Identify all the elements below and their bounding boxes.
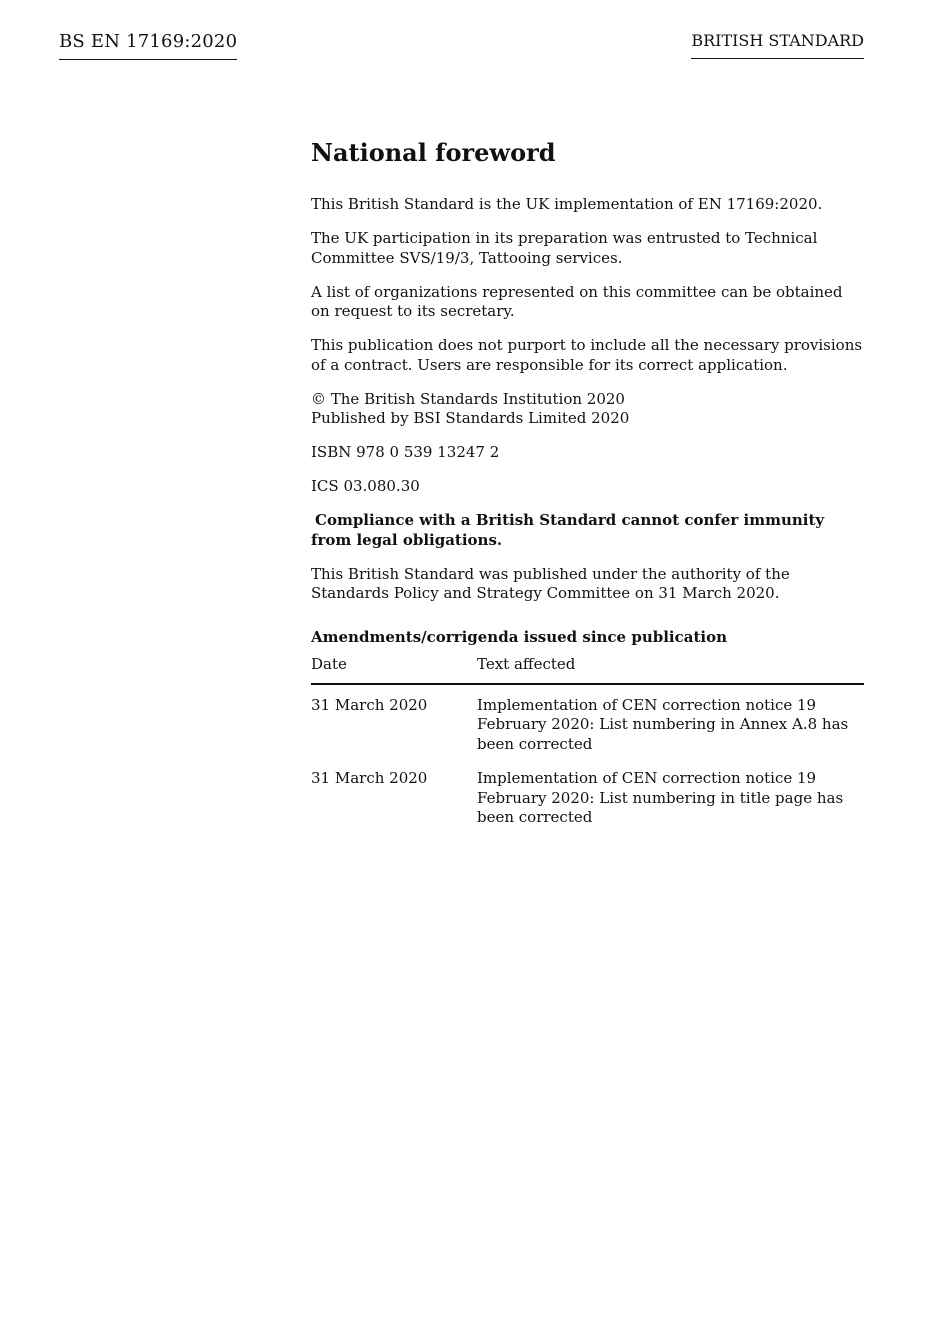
amendments-table — [311, 655, 864, 832]
publisher-line: Published by BSI Standards Limited 2020 — [311, 409, 630, 427]
isbn-line: ISBN 978 0 539 13247 2 — [311, 443, 500, 461]
column-header-text-affected: Text affected — [477, 655, 864, 684]
implementation-paragraph: This British Standard is the UK implementation of EN 17169:2020. — [311, 195, 823, 213]
compliance-notice: Compliance with a British Standard cannot confer immunity from legal obligations. — [311, 511, 825, 549]
document-number: BS EN 17169:2020 — [59, 31, 237, 60]
organizations-paragraph: A list of organizations represented on this committee can be obtained on request to its secretary. — [311, 282, 843, 320]
committee-paragraph: The UK participation in its preparation was entrusted to Technical Committee SVS/19/3, Tattooing services. — [311, 229, 818, 267]
ics-line: ICS 03.080.30 — [311, 477, 420, 495]
copyright-block — [311, 390, 864, 429]
amendments-title: Amendments/corrigenda issued since publication — [311, 627, 727, 646]
copyright-line: © The British Standards Institution 2020 — [311, 389, 625, 408]
amendment-text: Implementation of CEN correction notice 19 February 2020: List numbering in Annex A.8 has been corrected — [477, 695, 849, 753]
column-header-date: Date — [311, 655, 477, 684]
document-type-label: BRITISH STANDARD — [691, 31, 864, 59]
amendment-text: Implementation of CEN correction notice 19 February 2020: List numbering in title page has been corrected — [477, 769, 844, 826]
provisions-paragraph: This publication does not purport to include all the necessary provisions of a contract. Users are responsible for its correct application. — [311, 336, 863, 374]
page-title: National foreword — [311, 138, 556, 167]
authority-paragraph: This British Standard was published under the authority of the Standards Policy and Strategy Committee on 31 March 2020. — [311, 564, 790, 602]
amendment-date: 31 March 2020 — [311, 695, 428, 714]
table-row — [311, 758, 864, 832]
foreword-section — [311, 136, 864, 832]
table-header-row — [311, 655, 864, 684]
table-row — [311, 684, 864, 759]
amendment-date: 31 March 2020 — [311, 769, 428, 787]
